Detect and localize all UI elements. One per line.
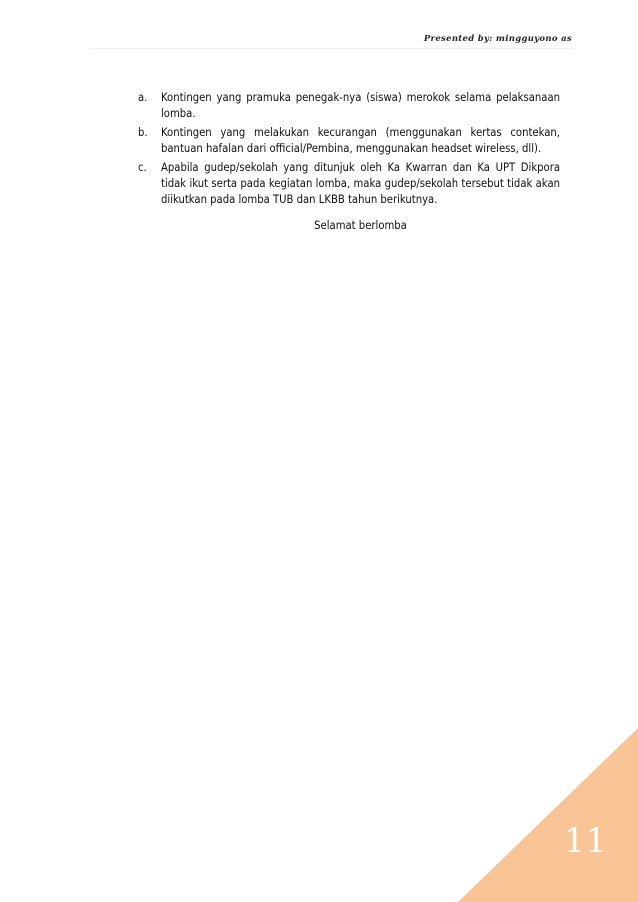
list-marker: b. <box>138 126 148 139</box>
list-item-text: Apabila gudep/sekolah yang ditunjuk oleh Ka Kwarran dan Ka UPT Dikpora tidak ikut serta pada kegiatan lomba, maka gudep/sekolah tersebut tidak akan diikutkan pada lomba TUB dan LKBB tahun berikutnya. <box>161 161 560 206</box>
header-divider <box>90 48 574 49</box>
closing-text: Selamat berlomba <box>314 219 407 232</box>
list-marker: c. <box>138 161 147 174</box>
page-content <box>138 90 560 234</box>
list-item-a <box>138 90 560 122</box>
list-item-b <box>138 125 560 157</box>
page-number: 11 <box>563 821 607 861</box>
list-item-text: Kontingen yang melakukan kecurangan (menggunakan kertas contekan, bantuan hafalan dari official/Pembina, menggunakan headset wireless, dll). <box>161 126 560 155</box>
header-credit: Presented by: mingguyono as <box>423 34 572 44</box>
corner-decoration <box>458 728 638 902</box>
list-marker: a. <box>138 91 148 104</box>
corner-triangle <box>458 728 638 902</box>
list-item-text: Kontingen yang pramuka penegak-nya (siswa) merokok selama pelaksanaan lomba. <box>161 91 560 120</box>
list-item-c <box>138 160 560 208</box>
